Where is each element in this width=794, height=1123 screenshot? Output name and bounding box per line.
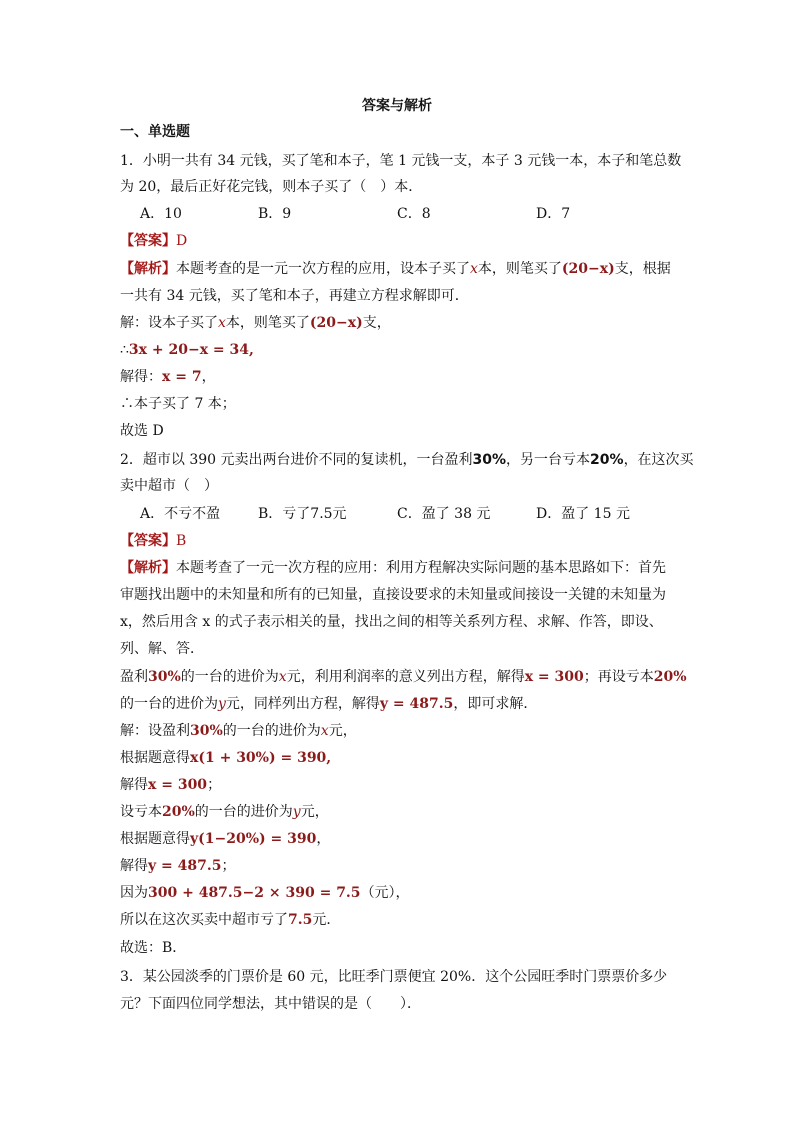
q1-solution-line5: 故选 D	[120, 423, 164, 439]
q2-text-line2: 卖中超市（ ）	[120, 478, 218, 494]
percent: 20%	[653, 669, 687, 685]
math-var: x	[218, 315, 226, 331]
text: 支，根据	[614, 261, 671, 277]
q2-solution-line7	[120, 883, 410, 903]
math-expr: 300 + 487.5−2 × 390 = 7.5	[148, 885, 361, 901]
q2-solution-line9: 故选：B．	[120, 940, 187, 956]
q1-option-b: B．9	[258, 206, 292, 222]
text: 本，则笔买了	[225, 315, 310, 331]
text: 解得	[120, 777, 148, 793]
text: 的一台的进价为	[222, 723, 321, 739]
q1-solution-line3	[120, 367, 216, 387]
text: ；再设亏本	[583, 669, 654, 685]
math-var: y	[292, 804, 301, 820]
math-value: 7.5	[288, 912, 313, 928]
q2-analysis-line4: 列、解、答．	[120, 641, 204, 657]
q2-solution-line2	[120, 748, 331, 768]
q2-option-a: A．不亏不盈	[140, 506, 221, 522]
math-expr: (20−x)	[309, 315, 363, 331]
q1-text-line1: 1．小明一共有 34 元钱，买了笔和本子，笔 1 元钱一支，本子 3 元钱一本，本子和笔总数	[120, 153, 682, 169]
analysis-tag: 【解析】	[120, 560, 176, 576]
text: ；	[221, 858, 236, 874]
answer-value: B	[176, 533, 187, 549]
math-expr: 3x + 20−x = 34,	[128, 342, 254, 358]
q1-option-d: D．7	[536, 206, 571, 222]
q2-analysis-line2: 审题找出题中的未知量和所有的已知量，直接设要求的未知量或间接设一关键的未知量为	[120, 587, 666, 603]
text: 根据题意得	[120, 750, 190, 766]
percent: 30%	[472, 452, 507, 468]
answer-tag: 【答案】	[120, 533, 176, 549]
math-var: y	[218, 696, 226, 712]
percent: 20%	[162, 804, 195, 820]
answer-value: D	[176, 233, 188, 249]
text: 本题考查了一元一次方程的应用：利用方程解决实际问题的基本思路如下：首先	[176, 560, 666, 576]
text: ，在这次买	[623, 452, 694, 468]
q2-analysis-line1	[120, 558, 666, 578]
section-heading: 一、单选题	[120, 124, 190, 140]
q2-solution-line6	[120, 856, 235, 876]
q1-analysis-line2: 一共有 34 元钱，买了笔和本子，再建立方程求解即可．	[120, 288, 469, 304]
math-var: x	[320, 723, 329, 739]
text: ；	[207, 777, 222, 793]
math-expr: y = 487.5	[148, 858, 222, 874]
text: 支，	[362, 315, 391, 331]
q2-solution-line3	[120, 775, 221, 795]
percent: 30%	[190, 723, 223, 739]
q2-analysis-line3: x，然后用含 x 的式子表示相关的量，找出之间的相等关系列方程、求解、作答，即设、	[120, 614, 663, 630]
text: （元），	[360, 885, 410, 901]
q2-solution-line1	[120, 721, 357, 741]
answer-tag: 【答案】	[120, 233, 176, 249]
q3-text-line2: 元？下面四位同学想法，其中错误的是（ ）．	[120, 996, 421, 1012]
text: 解得	[120, 858, 148, 874]
q1-option-a: A．10	[140, 206, 182, 222]
q1-text-line2: 为 20，最后正好花完钱，则本子买了（ ）本．	[120, 179, 423, 195]
text: ，	[316, 831, 331, 847]
q2-option-b: B．亏了7.5元	[258, 506, 347, 522]
text: 的一台的进价为	[194, 804, 293, 820]
text: 元，利用利润率的意义列出方程，解得	[286, 669, 525, 685]
q1-solution-line4: ∴本子买了 7 本；	[120, 396, 236, 412]
text: 元，	[328, 723, 357, 739]
text: 的一台的进价为	[180, 669, 279, 685]
text: 所以在这次买卖中超市亏了	[120, 912, 288, 928]
text: 元．	[312, 912, 341, 928]
text: 根据题意得	[120, 831, 190, 847]
text: ，另一台亏本	[506, 452, 591, 468]
math-expr: x = 300	[524, 669, 584, 685]
text: 因为	[120, 885, 148, 901]
page-title: 答案与解析	[362, 98, 432, 114]
therefore-symbol: ∴	[120, 342, 129, 358]
analysis-tag: 【解析】	[120, 261, 176, 277]
text: 解：设本子买了	[120, 315, 218, 331]
percent: 30%	[148, 669, 181, 685]
text: 元，同样列出方程，解得	[225, 696, 380, 712]
q3-text-line1: 3．某公园淡季的门票价是 60 元，比旺季门票便宜 20%．这个公园旺季时门票票价多少	[120, 969, 668, 985]
math-var: x	[278, 669, 287, 685]
text: ，	[201, 369, 216, 385]
q2-solution-line5	[120, 829, 330, 849]
q1-option-c: C．8	[397, 206, 431, 222]
text: 本，则笔买了	[477, 261, 562, 277]
q1-answer	[120, 231, 187, 251]
math-expr: x(1 + 30%) = 390,	[190, 750, 332, 766]
q1-analysis-line1	[120, 259, 671, 279]
text: 解：设盈利	[120, 723, 190, 739]
math-expr: y = 487.5	[379, 696, 454, 712]
text: ，即可求解．	[453, 696, 538, 712]
q2-answer	[120, 531, 186, 551]
text: 解得：	[120, 369, 162, 385]
q1-solution-line1	[120, 313, 391, 333]
text: 元，	[300, 804, 329, 820]
q2-text-line1	[120, 450, 694, 470]
q2-plan-line1	[120, 667, 687, 687]
math-var: x	[470, 261, 478, 277]
q2-solution-line4	[120, 802, 329, 822]
percent: 20%	[590, 452, 624, 468]
q2-option-c: C．盈了 38 元	[397, 506, 491, 522]
q2-option-d: D．盈了 15 元	[536, 506, 630, 522]
text: 设亏本	[120, 804, 162, 820]
math-expr: (20−x)	[561, 261, 615, 277]
text: 2．超市以 390 元卖出两台进价不同的复读机，一台盈利	[120, 452, 473, 468]
text: 本题考查的是一元一次方程的应用，设本子买了	[176, 261, 470, 277]
q2-solution-line8	[120, 910, 340, 930]
text: 盈利	[120, 669, 148, 685]
text: 的一台的进价为	[120, 696, 218, 712]
math-expr: x = 300	[148, 777, 208, 793]
math-expr: x = 7	[162, 369, 202, 385]
math-expr: y(1−20%) = 390	[190, 831, 317, 847]
q2-plan-line2	[120, 694, 537, 714]
q1-solution-line2	[120, 340, 254, 360]
